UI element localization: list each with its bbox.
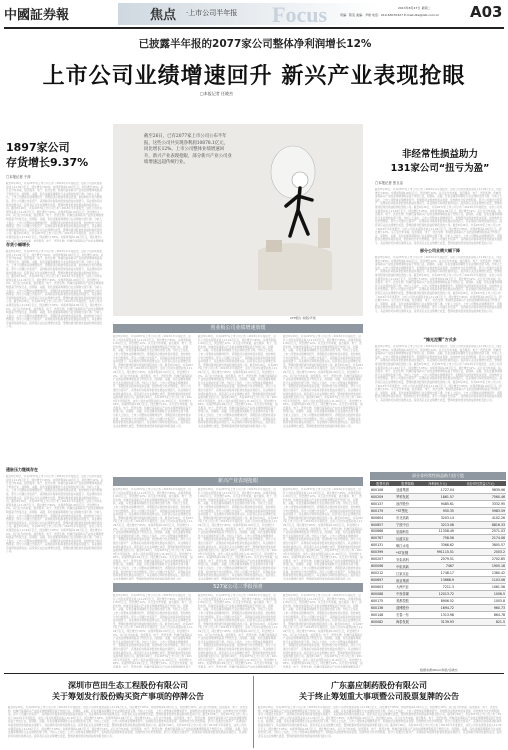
table-row bbox=[370, 590, 506, 597]
table-cell: 海泰发展 bbox=[395, 618, 420, 625]
announcement-title[interactable] bbox=[8, 680, 248, 702]
section-title: 焦点 bbox=[150, 8, 177, 23]
announcement-rule bbox=[4, 673, 504, 674]
table-cell: 3366.62 bbox=[420, 542, 455, 549]
table-cell: 600179 bbox=[370, 507, 395, 514]
table-cell: 600136 bbox=[370, 604, 395, 611]
table-row bbox=[370, 570, 506, 577]
table-cell: 1380.42 bbox=[455, 570, 506, 577]
table-row bbox=[370, 535, 506, 542]
section-subtitle: ·上市公司半年报 bbox=[186, 9, 238, 17]
table-row bbox=[370, 542, 506, 549]
table-cell: 991115.51 bbox=[420, 549, 455, 556]
table-row bbox=[370, 563, 506, 570]
table-cell: *ST黑化 bbox=[395, 507, 420, 514]
announcement-body: 截至8月26日，共有2077家上市公司公布了2013年半年度报告，这些公司共实现营业收入11.29万亿元，同比增长7.65%；实现净利润1.09万亿元，同比增长12%。从行业分布来看，信息服务、电子、医药生物、机械设备等新兴产业的业绩增速明显高于传统行业，而钢铁、采掘、有色金属等周期性行业业绩则出现下滑。分析人士指出，上市公司整体业绩增速回升，表明经济企稳迹象逐步显现，但结构性分化仍然明显。部分公司通过出售资产、获得政府补贴等非经常性损益实现扭亏，其业绩的可持续性值得关注。投资者应关注业绩增长质量，警惕依靠非经常性损益粉饰报表的公司。截至8月26日，共有2077家上市公司公布了2013年半年度报告，这些公司共实现营业收入11.29万亿元，同比增长7.65%；实现净利润1.09万亿元，同比增长12%。从行业分布来看，信息服务、电子、医药生物、机械设备等新兴产业的业绩增速明显高于传统行业，而钢铁、采掘、有色金属等周期性行业业绩则出现下滑。分析人士指出，上市公司整体业绩增速回升，表明经济企稳迹象逐步显现，但结构性分化仍然明显。部分公司通过出售资产、获得政府补贴等非经常性损益实现扭亏，其业绩的可持续性值得关注。投资者应关注业绩增长质量，警惕依靠非经常性损益粉饰报表的公司。截至8月26日，共有2077家上市公司公布了2013年半年度报告，这些公司共实现营业收入11.29万亿元，同比增长7.65%；实现净利润1.09万亿元，同比增长12%。从行业分布来看，信息服务、电子、医药生物、机械设备等新兴产业的业绩增速明显高于传统行业，而钢铁、采掘、有色金属等周期性行业业绩则出现下滑。分析人士指出，上市公司整体业绩增速回升，表明经济企稳迹象逐步显现，但结构性分化仍然明显。部分公司通过出售资产、获得政府补贴等非经常性损益实现扭亏，其业绩的可持续性值得关注。投资者应关注业绩增长质量，警惕依靠非经常性损益粉饰报表的公司。 bbox=[258, 706, 502, 738]
left-story-body: 截至8月26日，共有2077家上市公司公布了2013年半年度报告，这些公司共实现营业收入11.29万亿元，同比增长7.65%；实现净利润1.09万亿元，同比增长12%。从行业分布来看，信息服务、电子、医药生物、机械设备等新兴产业的业绩增速明显高于传统行业，而钢铁、采掘、有色金属等周期性行业业绩则出现下滑。分析人士指出，上市公司整体业绩增速回升，表明经济企稳迹象逐步显现，但结构性分化仍然明显。部分公司通过出售资产、获得政府补贴等非经常性损益实现扭亏，其业绩的可持续性值得关注。投资者应关注业绩增长质量，警惕依靠非经常性损益粉饰报表的公司。截至8月26日，共有2077家上市公司公布了2013年半年度报告，这些公司共实现营业收入11.29万亿元，同比增长7.65%；实现净利润1.09万亿元，同比增长12%。从行业分布来看，信息服务、电子、医药生物、机械设备等新兴产业的业绩增速明显高于传统行业，而钢铁、采掘、有色金属等周期性行业业绩则出现下滑。分析人士指出，上市公司整体业绩增速回升，表明经济企稳迹象逐步显现，但结构性分化仍然明显。部分公司通过出售资产、获得政府补贴等非经常性损益实现扭亏，其业绩的可持续性值得关注。投资者应关注业绩增长质量，警惕依靠非经常性损益粉饰报表的公司。截至8月26日，共有2077家上市公司公布了2013年半年度报告，这些公司共实现营业收入11.29万亿元，同比增长7.65%；实现净利润1.09万亿元，同比增长12%。从行业分布来看，信息服务、电子、医药生物、机械设备等新兴产业的业绩增速明显高于传统行业，而钢铁、采掘、有色金属等周期性行业业绩则出现下滑。分析人士指出，上市公司整体业绩增速回升，表明经济企稳迹象逐步显现，但结构性分化仍然明显。部分公司通过出售资产、获得政府补贴等非经常性损益实现扭亏，其业绩的可持续性值得关注。投资者应关注业绩增长质量，警惕依靠非经常性损益粉饰报表的公司。 bbox=[6, 250, 104, 329]
table-cell: 2003.2 bbox=[455, 549, 506, 556]
center-story-body: 截至8月26日，共有2077家上市公司公布了2013年半年度报告，这些公司共实现营业收入11.29万亿元，同比增长7.65%；实现净利润1.09万亿元，同比增长12%。从行业分布来看，信息服务、电子、医药生物、机械设备等新兴产业的业绩增速明显高于传统行业，而钢铁、采掘、有色金属等周期性行业业绩则出现下滑。分析人士指出，上市公司整体业绩增速回升，表明经济企稳迹象逐步显现，但结构性分化仍然明显。部分公司通过出售资产、获得政府补贴等非经常性损益实现扭亏，其业绩的可持续性值得关注。投资者应关注业绩增长质量，警惕依靠非经常性损益粉饰报表的公司。截至8月26日，共有2077家上市公司公布了2013年半年度报告，这些公司共实现营业收入11.29万亿元，同比增长7.65%；实现净利润1.09万亿元，同比增长12%。从行业分布来看，信息服务、电子、医药生物、机械设备等新兴产业的业绩增速明显高于传统行业，而钢铁、采掘、有色金属等周期性行业业绩则出现下滑。分析人士指出，上市公司整体业绩增速回升，表明经济企稳迹象逐步显现，但结构性分化仍然明显。部分公司通过出售资产、获得政府补贴等非经常性损益实现扭亏，其业绩的可持续性值得关注。投资者应关注业绩增长质量，警惕依靠非经常性损益粉饰报表的公司。截至8月26日，共有2077家上市公司公布了2013年半年度报告，这些公司共实现营业收入11.29万亿元，同比增长7.65%；实现净利润1.09万亿元，同比增长12%。从行业分布来看，信息服务、电子、医药生物、机械设备等新兴产业的业绩增速明显高于传统行业，而钢铁、采掘、有色金属等周期性行业业绩则出现下滑。分析人士指出，上市公司整体业绩增速回升，表明经济企稳迹象逐步显现，但结构性分化仍然明显。部分公司通过出售资产、获得政府补贴等非经常性损益实现扭亏，其业绩的可持续性值得关注。投资者应关注业绩增长质量，警惕依靠非经常性损益粉饰报表的公司。 bbox=[113, 488, 193, 580]
announcement-subject: 关于终止筹划重大事项暨公司股票复牌的公告 bbox=[299, 692, 459, 701]
table-cell: 7560.46 bbox=[455, 493, 506, 500]
table-row bbox=[370, 500, 506, 507]
table-cell: 长春一东 bbox=[395, 611, 420, 618]
table-cell: 600207 bbox=[370, 556, 395, 563]
table-cell: 600175 bbox=[370, 597, 395, 604]
table-cell: 1861.57 bbox=[420, 493, 455, 500]
table-source: 数据来源/Wind 制表/任晓杰 bbox=[420, 668, 458, 672]
center-story-body: 截至8月26日，共有2077家上市公司公布了2013年半年度报告，这些公司共实现营业收入11.29万亿元，同比增长7.65%；实现净利润1.09万亿元，同比增长12%。从行业分布来看，信息服务、电子、医药生物、机械设备等新兴产业的业绩增速明显高于传统行业，而钢铁、采掘、有色金属等周期性行业业绩则出现下滑。分析人士指出，上市公司整体业绩增速回升，表明经济企稳迹象逐步显现，但结构性分化仍然明显。部分公司通过出售资产、获得政府补贴等非经常性损益实现扭亏，其业绩的可持续性值得关注。投资者应关注业绩增长质量，警惕依靠非经常性损益粉饰报表的公司。截至8月26日，共有2077家上市公司公布了2013年半年度报告，这些公司共实现营业收入11.29万亿元，同比增长7.65%；实现净利润1.09万亿元，同比增长12%。从行业分布来看，信息服务、电子、医药生物、机械设备等新兴产业的业绩增速明显高于传统行业，而钢铁、采掘、有色金属等周期性行业业绩则出现下滑。分析人士指出，上市公司整体业绩增速回升，表明经济企稳迹象逐步显现，但结构性分化仍然明显。部分公司通过出售资产、获得政府补贴等非经常性损益实现扭亏，其业绩的可持续性值得关注。投资者应关注业绩增长质量，警惕依靠非经常性损益粉饰报表的公司。截至8月26日，共有2077家上市公司公布了2013年半年度报告，这些公司共实现营业收入11.29万亿元，同比增长7.65%；实现净利润1.09万亿元，同比增长12%。从行业分布来看，信息服务、电子、医药生物、机械设备等新兴产业的业绩增速明显高于传统行业，而钢铁、采掘、有色金属等周期性行业业绩则出现下滑。分析人士指出，上市公司整体业绩增速回升，表明经济企稳迹象逐步显现，但结构性分化仍然明显。部分公司通过出售资产、获得政府补贴等非经常性损益实现扭亏，其业绩的可持续性值得关注。投资者应关注业绩增长质量，警惕依靠非经常性损益粉饰报表的公司。 bbox=[198, 488, 278, 580]
table-cell: 600767 bbox=[370, 535, 395, 542]
table-cell: 600108 bbox=[370, 486, 395, 493]
table-cell: 9485.61 bbox=[420, 500, 455, 507]
left-story-body: 截至8月26日，共有2077家上市公司公布了2013年半年度报告，这些公司共实现营业收入11.29万亿元，同比增长7.65%；实现净利润1.09万亿元，同比增长12%。从行业分布来看，信息服务、电子、医药生物、机械设备等新兴产业的业绩增速明显高于传统行业，而钢铁、采掘、有色金属等周期性行业业绩则出现下滑。分析人士指出，上市公司整体业绩增速回升，表明经济企稳迹象逐步显现，但结构性分化仍然明显。部分公司通过出售资产、获得政府补贴等非经常性损益实现扭亏，其业绩的可持续性值得关注。投资者应关注业绩增长质量，警惕依靠非经常性损益粉饰报表的公司。截至8月26日，共有2077家上市公司公布了2013年半年度报告，这些公司共实现营业收入11.29万亿元，同比增长7.65%；实现净利润1.09万亿元，同比增长12%。从行业分布来看，信息服务、电子、医药生物、机械设备等新兴产业的业绩增速明显高于传统行业，而钢铁、采掘、有色金属等周期性行业业绩则出现下滑。分析人士指出，上市公司整体业绩增速回升，表明经济企稳迹象逐步显现，但结构性分化仍然明显。部分公司通过出售资产、获得政府补贴等非经常性损益实现扭亏，其业绩的可持续性值得关注。投资者应关注业绩增长质量，警惕依靠非经常性损益粉饰报表的公司。截至8月26日，共有2077家上市公司公布了2013年半年度报告，这些公司共实现营业收入11.29万亿元，同比增长7.65%；实现净利润1.09万亿元，同比增长12%。从行业分布来看，信息服务、电子、医药生物、机械设备等新兴产业的业绩增速明显高于传统行业，而钢铁、采掘、有色金属等周期性行业业绩则出现下滑。分析人士指出，上市公司整体业绩增速回升，表明经济企稳迹象逐步显现，但结构性分化仍然明显。部分公司通过出售资产、获得政府补贴等非经常性损益实现扭亏，其业绩的可持续性值得关注。投资者应关注业绩增长质量，警惕依靠非经常性损益粉饰报表的公司。 bbox=[6, 475, 104, 554]
table-header-cell: 非经常性损益(万元) bbox=[455, 481, 506, 486]
table-cell: 3203.14 bbox=[420, 514, 455, 521]
table-row bbox=[370, 507, 506, 514]
image-credit: CFP图片 制图/尹建 bbox=[290, 316, 316, 320]
table-cell: 600866 bbox=[370, 528, 395, 535]
table-cell: 864.78 bbox=[455, 611, 506, 618]
table-cell: 3213.08 bbox=[420, 521, 455, 528]
table-cell: 7467 bbox=[420, 563, 455, 570]
table-cell: 江泉实业 bbox=[395, 570, 420, 577]
table-cell: 13668.9 bbox=[420, 577, 455, 584]
stock-table bbox=[370, 481, 506, 626]
right-headline-line1: 非经常性损益助力 bbox=[401, 149, 478, 160]
table-cell: 600603 bbox=[370, 584, 395, 591]
table-cell: 2571.03 bbox=[455, 528, 506, 535]
table-cell: 600604 bbox=[370, 514, 395, 521]
center-story-body: 截至8月26日，共有2077家上市公司公布了2013年半年度报告，这些公司共实现营业收入11.29万亿元，同比增长7.65%；实现净利润1.09万亿元，同比增长12%。从行业分布来看，信息服务、电子、医药生物、机械设备等新兴产业的业绩增速明显高于传统行业，而钢铁、采掘、有色金属等周期性行业业绩则出现下滑。分析人士指出，上市公司整体业绩增速回升，表明经济企稳迹象逐步显现，但结构性分化仍然明显。部分公司通过出售资产、获得政府补贴等非经常性损益实现扭亏，其业绩的可持续性值得关注。投资者应关注业绩增长质量，警惕依靠非经常性损益粉饰报表的公司。截至8月26日，共有2077家上市公司公布了2013年半年度报告，这些公司共实现营业收入11.29万亿元，同比增长7.65%；实现净利润1.09万亿元，同比增长12%。从行业分布来看，信息服务、电子、医药生物、机械设备等新兴产业的业绩增速明显高于传统行业，而钢铁、采掘、有色金属等周期性行业业绩则出现下滑。分析人士指出，上市公司整体业绩增速回升，表明经济企稳迹象逐步显现，但结构性分化仍然明显。部分公司通过出售资产、获得政府补贴等非经常性损益实现扭亏，其业绩的可持续性值得关注。投资者应关注业绩增长质量，警惕依靠非经常性损益粉饰报表的公司。截至8月26日，共有2077家上市公司公布了2013年半年度报告，这些公司共实现营业收入11.29万亿元，同比增长7.65%；实现净利润1.09万亿元，同比增长12%。从行业分布来看，信息服务、电子、医药生物、机械设备等新兴产业的业绩增速明显高于传统行业，而钢铁、采掘、有色金属等周期性行业业绩则出现下滑。分析人士指出，上市公司整体业绩增速回升，表明经济企稳迹象逐步显现，但结构性分化仍然明显。部分公司通过出售资产、获得政府补贴等非经常性损益实现扭亏，其业绩的可持续性值得关注。投资者应关注业绩增长质量，警惕依靠非经常性损益粉饰报表的公司。 bbox=[198, 335, 278, 428]
table-cell: 1006.5 bbox=[455, 590, 506, 597]
left-story-subhead: 通胀压力继续存在 bbox=[6, 467, 38, 472]
announcement-divider bbox=[253, 676, 254, 748]
table-cell: 道博股份 bbox=[395, 604, 420, 611]
center-story-body: 截至8月26日，共有2077家上市公司公布了2013年半年度报告，这些公司共实现营业收入11.29万亿元，同比增长7.65%；实现净利润1.09万亿元，同比增长12%。从行业分布来看，信息服务、电子、医药生物、机械设备等新兴产业的业绩增速明显高于传统行业，而钢铁、采掘、有色金属等周期性行业业绩则出现下滑。分析人士指出，上市公司整体业绩增速回升，表明经济企稳迹象逐步显现，但结构性分化仍然明显。部分公司通过出售资产、获得政府补贴等非经常性损益实现扭亏，其业绩的可持续性值得关注。投资者应关注业绩增长质量，警惕依靠非经常性损益粉饰报表的公司。截至8月26日，共有2077家上市公司公布了2013年半年度报告，这些公司共实现营业收入11.29万亿元，同比增长7.65%；实现净利润1.09万亿元，同比增长12%。从行业分布来看，信息服务、电子、医药生物、机械设备等新兴产业的业绩增速明显高于传统行业，而钢铁、采掘、有色金属等周期性行业业绩则出现下滑。分析人士指出，上市公司整体业绩增速回升，表明经济企稳迹象逐步显现，但结构性分化仍然明显。部分公司通过出售资产、获得政府补贴等非经常性损益实现扭亏，其业绩的可持续性值得关注。投资者应关注业绩增长质量，警惕依靠非经常性损益粉饰报表的公司。截至8月26日，共有2077家上市公司公布了2013年半年度报告，这些公司共实现营业收入11.29万亿元，同比增长7.65%；实现净利润1.09万亿元，同比增长12%。从行业分布来看，信息服务、电子、医药生物、机械设备等新兴产业的业绩增速明显高于传统行业，而钢铁、采掘、有色金属等周期性行业业绩则出现下滑。分析人士指出，上市公司整体业绩增速回升，表明经济企稳迹象逐步显现，但结构性分化仍然明显。部分公司通过出售资产、获得政府补贴等非经常性损益实现扭亏，其业绩的可持续性值得关注。投资者应关注业绩增长质量，警惕依靠非经常性损益粉饰报表的公司。 bbox=[283, 335, 363, 428]
editor-info: 责编：陈莹 美编：尹建 电话：010-63070327 E-mail:zbs@zzb.com.cn bbox=[340, 13, 440, 17]
table-header-cell: 股票代码 bbox=[370, 481, 395, 486]
table-row bbox=[370, 493, 506, 500]
table-row bbox=[370, 611, 506, 618]
table-cell: 5983.59 bbox=[455, 507, 506, 514]
table-cell: 1905.16 bbox=[455, 563, 506, 570]
left-headline-line1: 1897家公司 bbox=[6, 141, 70, 154]
table-cell: 7211.3 bbox=[420, 584, 455, 591]
right-story-subhead: 部分公司业绩大幅下降 bbox=[420, 248, 460, 253]
table-row bbox=[370, 577, 506, 584]
left-headline-line2: 存货增长9.37% bbox=[6, 156, 89, 169]
table-cell: 600096 bbox=[370, 563, 395, 570]
table-cell: 821.5 bbox=[455, 618, 506, 625]
table-cell: 4102.26 bbox=[455, 514, 506, 521]
table-row bbox=[370, 514, 506, 521]
center-story-body: 截至8月26日，共有2077家上市公司公布了2013年半年度报告，这些公司共实现营业收入11.29万亿元，同比增长7.65%；实现净利润1.09万亿元，同比增长12%。从行业分布来看，信息服务、电子、医药生物、机械设备等新兴产业的业绩增速明显高于传统行业，而钢铁、采掘、有色金属等周期性行业业绩则出现下滑。分析人士指出，上市公司整体业绩增速回升，表明经济企稳迹象逐步显现，但结构性分化仍然明显。部分公司通过出售资产、获得政府补贴等非经常性损益实现扭亏，其业绩的可持续性值得关注。投资者应关注业绩增长质量，警惕依靠非经常性损益粉饰报表的公司。截至8月26日，共有2077家上市公司公布了2013年半年度报告，这些公司共实现营业收入11.29万亿元，同比增长7.65%；实现净利润1.09万亿元，同比增长12%。从行业分布来看，信息服务、电子、医药生物、机械设备等新兴产业的业绩增速明显高于传统行业，而钢铁、采掘、有色金属等周期性行业业绩则出现下滑。分析人士指出，上市公司整体业绩增速回升，表明经济企稳迹象逐步显现，但结构性分化仍然明显。部分公司通过出售资产、获得政府补贴等非经常性损益实现扭亏，其业绩的可持续性值得关注。投资者应关注业绩增长质量，警惕依靠非经常性损益粉饰报表的公司。截至8月26日，共有2077家上市公司公布了2013年半年度报告，这些公司共实现营业收入11.29万亿元，同比增长7.65%；实现净利润1.09万亿元，同比增长12%。从行业分布来看，信息服务、电子、医药生物、机械设备等新兴产业的业绩增速明显高于 bbox=[283, 594, 363, 668]
table-cell: 600857 bbox=[370, 521, 395, 528]
table-cell: 9839.96 bbox=[455, 486, 506, 493]
table-cell: 2702.85 bbox=[455, 556, 506, 563]
table-cell: 8816.33 bbox=[455, 521, 506, 528]
table-cell: 600399 bbox=[370, 549, 395, 556]
table-row bbox=[370, 549, 506, 556]
table-cell: 运盛实业 bbox=[395, 535, 420, 542]
table-cell: 600082 bbox=[370, 618, 395, 625]
right-story-body: 截至8月26日，共有2077家上市公司公布了2013年半年度报告，这些公司共实现营业收入11.29万亿元，同比增长7.65%；实现净利润1.09万亿元，同比增长12%。从行业分布来看，信息服务、电子、医药生物、机械设备等新兴产业的业绩增速明显高于传统行业，而钢铁、采掘、有色金属等周期性行业业绩则出现下滑。分析人士指出，上市公司整体业绩增速回升，表明经济企稳迹象逐步显现，但结构性分化仍然明显。部分公司通过出售资产、获得政府补贴等非经常性损益实现扭亏，其业绩的可持续性值得关注。投资者应关注业绩增长质量，警惕依靠非经常性损益粉饰报表的公司。截至8月26日，共有2077家上市公司公布了2013年半年度报告，这些公司共实现营业收入11.29万亿元，同比增长7.65%；实现净利润1.09万亿元，同比增长12%。从行业分布来看，信息服务、电子、医药生物、机械设备等新兴产业的业绩增速明显高于传统行业，而钢铁、采掘、有色金属等周期性行业业绩则出现下滑。分析人士指出，上市公司整体业绩增速回升，表明经济企稳迹象逐步显现，但结构性分化仍然明显。部分公司通过出售资产、获得政府补贴等非经常性损益实现扭亏，其业绩的可持续性值得关注。投资者应关注业绩增长质量，警惕依靠非经常性损益粉饰报表的公司。截至8月26日，共有2077家上市公司公布了2013年半年度报告，这些公司共实现营业收入11.29万亿元，同比增长7.65%；实现净利润1.09万亿元，同比增长12%。从行业分布来看，信息服务、电子、医药生物、机械设备等新兴产业的业绩增速明显高于传统行业，而钢铁、采掘、有色金属等周期性行业业绩则出现下滑。分析人士指出，上市公司整体业绩增速回升，表明经济企稳迹象逐步显现，但结构性分化仍然明显。部分公司通过出售资产、获得政府补贴等非经常性损益实现扭亏，其业绩的可持续性值得关注。投资者应关注业绩增长质量，警惕依靠非经常性损益粉饰报表的公司。 bbox=[375, 345, 503, 402]
left-story-headline[interactable] bbox=[6, 140, 88, 170]
lead-kicker: 已披露半年报的2077家公司整体净利润增长12% bbox=[138, 38, 372, 50]
table-cell: 600088 bbox=[370, 590, 395, 597]
lead-byline: □本报记者 任晓杰 bbox=[200, 91, 234, 96]
table-cell: 1727.04 bbox=[420, 486, 455, 493]
table-cell: 美都控股 bbox=[395, 597, 420, 604]
table-cell: 3139.93 bbox=[420, 618, 455, 625]
feature-quote: 截至26日，已有2077家上市公司公布半年报，这些公司共实现净利润10878.1亿元，同比增长12%。上市公司整体业绩增速回升，新兴产业表现抢眼，部分新兴产业公司业绩增速远超传统行业。 bbox=[144, 134, 232, 166]
table-header-cell: 股票简称 bbox=[395, 481, 420, 486]
table-cell: 600131 bbox=[370, 542, 395, 549]
left-story-body: 截至8月26日，共有2077家上市公司公布了2013年半年度报告，这些公司共实现营业收入11.29万亿元，同比增长7.65%；实现净利润1.09万亿元，同比增长12%。从行业分布来看，信息服务、电子、医药生物、机械设备等新兴产业的业绩增速明显高于传统行业，而钢铁、采掘、有色金属等周期性行业业绩则出现下滑。分析人士指出，上市公司整体业绩增速回升，表明经济企稳迹象逐步显现，但结构性分化仍然明显。部分公司通过出售资产、获得政府补贴等非经常性损益实现扭亏，其业绩的可持续性值得关注。投资者应关注业绩增长质量，警惕依靠非经常性损益粉饰报表的公司。截至8月26日，共有2077家上市公司公布了2013年半年度报告，这些公司共实现营业收入11.29万亿元，同比增长7.65%；实现净利润1.09万亿元，同比增长12%。从行业分布来看，信息服务、电子、医药生物、机械设备等新兴产业的业绩增速明显高于传统行业，而钢铁、采掘、有色金属等周期性行业业绩则出现下滑。分析人士指出，上市公司整体业绩增速回升，表明经济企稳迹象逐步显现，但结构性分化仍然明显。部分公司通过出售资产、获得政府补贴等非经常性损益实现扭亏，其业绩的可持续性值得关注。投资者应关注业绩增长质量，警惕依靠非经常性损益粉饰报表的公司。截至8月26日，共有2077家上市公司公布了2013年半年度报告，这些公司共实现营业收入11.29万亿元，同比增长7.65%；实现净利润1.09万亿元，同比增长12%。从行业分布来看，信息服务、电子、医药生物、机械设备等新兴产业的业绩增速 bbox=[6, 182, 104, 242]
table-row bbox=[370, 618, 506, 625]
right-story-body: 截至8月26日，共有2077家上市公司公布了2013年半年度报告，这些公司共实现营业收入11.29万亿元，同比增长7.65%；实现净利润1.09万亿元，同比增长12%。从行业分布来看，信息服务、电子、医药生物、机械设备等新兴产业的业绩增速明显高于传统行业，而钢铁、采掘、有色金属等周期性行业业绩则出现下滑。分析人士指出，上市公司整体业绩增速回升，表明经济企稳迹象逐步显现，但结构性分化仍然明显。部分公司通过出售资产、获得政府补贴等非经常性损益实现扭亏，其业绩的可持续性值得关注。投资者应关注业绩增长质量，警惕依靠非经常性损益粉饰报表的公司。截至8月26日，共有2077家上市公司公布了2013年半年度报告，这些公司共实现营业收入11.29万亿元，同比增长7.65%；实现净利润1.09万亿元，同比增长12%。从行业分布来看，信息服务、电子、医药生物、机械设备等新兴产业的业绩增速明显高于传统行业，而钢铁、采掘、有色金属等周期性行业业绩则出现下滑。分析人士指出，上市公司整体业绩增速回升，表明经济企稳迹象逐步显现，但结构性分化仍然明显。部分公司通过出售资产、获得政府补贴等非经常性损益实现扭亏，其业绩的可持续性值得关注。投资者应关注业绩增长质量，警惕依靠非经常性损益粉饰报表的公司。截至8月26日，共有2077家上市公司公布了2013年半年度报告，这些公司共实现营业收入11.29万亿元，同比增长7.65%；实现净利润1.09万亿元，同比增长12%。从行业分布来看，信息服务、电子、医药生物、机械设备等新兴产业的业绩增速明显高于传统行业，而钢铁、采掘、有色金属等周期性行业业绩则出现下滑。分析人士指出，上市公司整体业绩增速回升，表明经济企稳迹象逐步显现，但结构性分化仍然明显。部分公司通过出售资产、获得政府补贴等非经常性损益实现扭亏，其业绩的可持续性值得关注。投资者应关注业绩增长质量，警惕依靠非经常性损益粉饰报表的公司。 bbox=[375, 256, 503, 313]
table-cell: 安彩高科 bbox=[395, 556, 420, 563]
table-cell: 960.73 bbox=[455, 604, 506, 611]
announcement-subject: 关于筹划发行股份购买资产事项的停牌公告 bbox=[52, 692, 204, 701]
table-cell: 3332.95 bbox=[455, 500, 506, 507]
right-story-subhead: “摊光泥蟹”方式多 bbox=[423, 337, 457, 342]
table-cell: 11358.49 bbox=[420, 528, 455, 535]
table-header-cell: 净利润(万元) bbox=[420, 481, 455, 486]
center-section-bar: 527家公司三季报预喜 bbox=[113, 583, 363, 592]
table-cell: 岷江水电 bbox=[395, 542, 420, 549]
table-cell: 3805.57 bbox=[455, 542, 506, 549]
table-cell: 市北高新 bbox=[395, 514, 420, 521]
center-story-body: 截至8月26日，共有2077家上市公司公布了2013年半年度报告，这些公司共实现营业收入11.29万亿元，同比增长7.65%；实现净利润1.09万亿元，同比增长12%。从行业分布来看，信息服务、电子、医药生物、机械设备等新兴产业的业绩增速明显高于传统行业，而钢铁、采掘、有色金属等周期性行业业绩则出现下滑。分析人士指出，上市公司整体业绩增速回升，表明经济企稳迹象逐步显现，但结构性分化仍然明显。部分公司通过出售资产、获得政府补贴等非经常性损益实现扭亏，其业绩的可持续性值得关注。投资者应关注业绩增长质量，警惕依靠非经常性损益粉饰报表的公司。截至8月26日，共有2077家上市公司公布了2013年半年度报告，这些公司共实现营业收入11.29万亿元，同比增长7.65%；实现净利润1.09万亿元，同比增长12%。从行业分布来看，信息服务、电子、医药生物、机械设备等新兴产业的业绩增速明显高于传统行业，而钢铁、采掘、有色金属等周期性行业业绩则出现下滑。分析人士指出，上市公司整体业绩增速回升，表明经济企稳迹象逐步显现，但结构性分化仍然明显。部分公司通过出售资产、获得政府补贴等非经常性损益实现扭亏，其业绩的可持续性值得关注。投资者应关注业绩增长质量，警惕依靠非经常性损益粉饰报表的公司。截至8月26日，共有2077家上市公司公布了2013年半年度报告，这些公司共实现营业收入11.29万亿元，同比增长7.65%；实现净利润1.09万亿元，同比增长12%。从行业分布来看，信息服务、电子、医药生物、机械设备等新兴产业的业绩增速明显高于传统行业，而钢铁、采掘、有色金属等周期性行业业绩则出现下滑。分析人士指出，上市公司整体业绩增速回升，表明经济企稳迹象逐步显现，但结构性分化仍然明显。部分公司通过出售资产、获得政府补贴等非经常性损益实现扭亏，其业绩的可持续性值得关注。投资者应关注业绩增长质量，警惕依靠非经常性损益粉饰报表的公司。 bbox=[283, 488, 363, 580]
announcement-company: 广东嘉应制药股份有限公司 bbox=[331, 681, 427, 690]
table-cell: 大洲兴业 bbox=[395, 584, 420, 591]
table-row bbox=[370, 556, 506, 563]
table-cell: 中炬高新 bbox=[395, 563, 420, 570]
table-cell: 1313.98 bbox=[420, 611, 455, 618]
table-row bbox=[370, 604, 506, 611]
table-title: 部分非经常性损益助力扭亏股 bbox=[370, 472, 506, 480]
art-figure-illustration bbox=[248, 140, 338, 290]
center-section-bar: 创业板公司业绩增速放缓 bbox=[113, 324, 363, 333]
announcement-title[interactable] bbox=[256, 680, 502, 702]
table-cell: 600137 bbox=[370, 500, 395, 507]
right-story-byline: □本报记者 张玉洁 bbox=[375, 181, 404, 185]
table-cell: 600209 bbox=[370, 493, 395, 500]
lead-headline: 上市公司业绩增速回升 新兴产业表现抢眼 bbox=[42, 64, 466, 89]
center-story-body: 截至8月26日，共有2077家上市公司公布了2013年半年度报告，这些公司共实现营业收入11.29万亿元，同比增长7.65%；实现净利润1.09万亿元，同比增长12%。从行业分布来看，信息服务、电子、医药生物、机械设备等新兴产业的业绩增速明显高于传统行业，而钢铁、采掘、有色金属等周期性行业业绩则出现下滑。分析人士指出，上市公司整体业绩增速回升，表明经济企稳迹象逐步显现，但结构性分化仍然明显。部分公司通过出售资产、获得政府补贴等非经常性损益实现扭亏，其业绩的可持续性值得关注。投资者应关注业绩增长质量，警惕依靠非经常性损益粉饰报表的公司。截至8月26日，共有2077家上市公司公布了2013年半年度报告，这些公司共实现营业收入11.29万亿元，同比增长7.65%；实现净利润1.09万亿元，同比增长12%。从行业分布来看，信息服务、电子、医药生物、机械设备等新兴产业的业绩增速明显高于传统行业，而钢铁、采掘、有色金属等周期性行业业绩则出现下滑。分析人士指出，上市公司整体业绩增速回升，表明经济企稳迹象逐步显现，但结构性分化仍然明显。部分公司通过出售资产、获得政府补贴等非经常性损益实现扭亏，其业绩的可持续性值得关注。投资者应关注业绩增长质量，警惕依靠非经常性损益粉饰报表的公司。截至8月26日，共有2077家上市公司公布了2013年半年度报告，这些公司共实现营业收入11.29万亿元，同比增长7.65%；实现净利润1.09万亿元，同比增长12%。从行业分布来看，信息服务、电子、医药生物、机械设备等新兴产业的业绩增速明显高于 bbox=[113, 594, 193, 668]
table-cell: 1003.8 bbox=[455, 597, 506, 604]
table-row bbox=[370, 521, 506, 528]
right-story-headline[interactable] bbox=[375, 148, 505, 176]
table-cell: 950.35 bbox=[420, 507, 455, 514]
header-rule bbox=[4, 27, 504, 29]
table-cell: 1748.17 bbox=[420, 570, 455, 577]
table-row bbox=[370, 597, 506, 604]
table-cell: 600148 bbox=[370, 611, 395, 618]
table-cell: 600212 bbox=[370, 570, 395, 577]
table-cell: 2079.51 bbox=[420, 556, 455, 563]
announcement-body: 截至8月26日，共有2077家上市公司公布了2013年半年度报告，这些公司共实现营业收入11.29万亿元，同比增长7.65%；实现净利润1.09万亿元，同比增长12%。从行业分布来看，信息服务、电子、医药生物、机械设备等新兴产业的业绩增速明显高于传统行业，而钢铁、采掘、有色金属等周期性行业业绩则出现下滑。分析人士指出，上市公司整体业绩增速回升，表明经济企稳迹象逐步显现，但结构性分化仍然明显。部分公司通过出售资产、获得政府补贴等非经常性损益实现扭亏，其业绩的可持续性值得关注。投资者应关注业绩增长质量，警惕依靠非经常性损益粉饰报表的公司。截至8月26日，共有2077家上市公司公布了2013年半年度报告，这些公司共实现营业收入11.29万亿元，同比增长7.65%；实现净利润1.09万亿元，同比增长12%。从行业分布来看，信息服务、电子、医药生物、机械设备等新兴产业的业绩增速明显高于传统行业，而钢铁、采掘、有色金属等周期性行业业绩则出现下滑。分析人士指出，上市公司整体业绩增速回升，表明经济企稳迹象逐步显现，但结构性分化仍然明显。部分公司通过出售资产、获得政府补贴等非经常性损益实现扭亏，其业绩的可持续性值得关注。投资者应关注业绩增长质量，警惕依靠非经常性损益粉饰报表的公司。截至8月26日，共有2077家上市公司公布了2013年半年度报告，这些公司共实现营业收入11.29万亿元，同比增长7.65%；实现净利润1.09万亿元，同比增长12%。从行业分布来看，信息服务、电子、医药生物、机械设备等新兴产业的业绩增速明显高于传统行业，而钢铁、采掘、有色金属等周期性行业业绩则出现下滑。分析人士指出，上市公司整体业绩增速回升，表明经济企稳迹象逐步显现，但结构性分化仍然明显。部分公司通过出售资产、获得政府补贴等非经常性损益实现扭亏，其业绩的可持续性值得关注。投资者应关注业绩增长质量，警惕依靠非经常性损益粉饰报表的公司。 bbox=[8, 706, 248, 738]
table-cell: 星湖科技 bbox=[395, 528, 420, 535]
table-cell: 600697 bbox=[370, 577, 395, 584]
table-row bbox=[370, 486, 506, 493]
center-section-bar: 新兴产业表现抢眼 bbox=[113, 477, 363, 486]
table-cell: 中视传媒 bbox=[395, 590, 420, 597]
table-cell: 2174.06 bbox=[455, 535, 506, 542]
table-cell: 宁波中百 bbox=[395, 521, 420, 528]
issue-date: 2013年8月27日 星期二 bbox=[398, 6, 431, 10]
right-story-body: 截至8月26日，共有2077家上市公司公布了2013年半年度报告，这些公司共实现营业收入11.29万亿元，同比增长7.65%；实现净利润1.09万亿元，同比增长12%。从行业分布来看，信息服务、电子、医药生物、机械设备等新兴产业的业绩增速明显高于传统行业，而钢铁、采掘、有色金属等周期性行业业绩则出现下滑。分析人士指出，上市公司整体业绩增速回升，表明经济企稳迹象逐步显现，但结构性分化仍然明显。部分公司通过出售资产、获得政府补贴等非经常性损益实现扭亏，其业绩的可持续性值得关注。投资者应关注业绩增长质量，警惕依靠非经常性损益粉饰报表的公司。截至8月26日，共有2077家上市公司公布了2013年半年度报告，这些公司共实现营业收入11.29万亿元，同比增长7.65%；实现净利润1.09万亿元，同比增长12%。从行业分布来看，信息服务、电子、医药生物、机械设备等新兴产业的业绩增速明显高于传统行业，而钢铁、采掘、有色金属等周期性行业业绩则出现下滑。分析人士指出，上市公司整体业绩增速回升，表明经济企稳迹象逐步显现，但结构性分化仍然明显。部分公司通过出售资产、获得政府补贴等非经常性损益实现扭亏，其业绩的可持续性值得关注。投资者应关注业绩增长质量，警惕依靠非经常性损益粉饰报表的公司。截至8月26日，共有2077家上市公司公布了2013年半年度报告，这些公司共实现营业收入11.29万亿元，同比增长7.65%；实现净利润1.09万亿元，同比增长12%。从行业分布来看，信息服务、电子、医药生物、机械设备等新兴产业的业绩增速明显高于传统行业，而钢铁、采掘、有色金属等周期性行业业绩则出现下滑。分析人士指出，上市公司整体业绩增速回升，表明经济企稳迹象逐步显现，但结构性分化仍然明显。部分公司通过出售资产、获得政府补贴等非经常性损益实现扭亏，其业绩的可持续性值得关注。投资者应关注业绩增长质量，警惕依靠非经常性损益粉饰报表的公司。 bbox=[375, 188, 503, 245]
table-cell: *ST抚钢 bbox=[395, 549, 420, 556]
table-cell: 758.56 bbox=[420, 535, 455, 542]
table-cell: 1061.56 bbox=[455, 584, 506, 591]
section-english-title: Focus bbox=[272, 2, 327, 27]
center-story-body: 截至8月26日，共有2077家上市公司公布了2013年半年度报告，这些公司共实现营业收入11.29万亿元，同比增长7.65%；实现净利润1.09万亿元，同比增长12%。从行业分布来看，信息服务、电子、医药生物、机械设备等新兴产业的业绩增速明显高于传统行业，而钢铁、采掘、有色金属等周期性行业业绩则出现下滑。分析人士指出，上市公司整体业绩增速回升，表明经济企稳迹象逐步显现，但结构性分化仍然明显。部分公司通过出售资产、获得政府补贴等非经常性损益实现扭亏，其业绩的可持续性值得关注。投资者应关注业绩增长质量，警惕依靠非经常性损益粉饰报表的公司。截至8月26日，共有2077家上市公司公布了2013年半年度报告，这些公司共实现营业收入11.29万亿元，同比增长7.65%；实现净利润1.09万亿元，同比增长12%。从行业分布来看，信息服务、电子、医药生物、机械设备等新兴产业的业绩增速明显高于传统行业，而钢铁、采掘、有色金属等周期性行业业绩则出现下滑。分析人士指出，上市公司整体业绩增速回升，表明经济企稳迹象逐步显现，但结构性分化仍然明显。部分公司通过出售资产、获得政府补贴等非经常性损益实现扭亏，其业绩的可持续性值得关注。投资者应关注业绩增长质量，警惕依靠非经常性损益粉饰报表的公司。截至8月26日，共有2077家上市公司公布了2013年半年度报告，这些公司共实现营业收入11.29万亿元，同比增长7.65%；实现净利润1.09万亿元，同比增长12%。从行业分布来看，信息服务、电子、医药生物、机械设备等新兴产业的业绩增速明显高于 bbox=[198, 594, 278, 668]
table-cell: 亚盛集团 bbox=[395, 486, 420, 493]
page-number: A03 bbox=[470, 3, 503, 21]
table-cell: 浪莎股份 bbox=[395, 500, 420, 507]
table-row bbox=[370, 528, 506, 535]
left-story-subhead: 存货小幅增长 bbox=[6, 242, 30, 247]
table-row bbox=[370, 584, 506, 591]
table-cell: 8906.52 bbox=[420, 597, 455, 604]
table-cell: 12013.72 bbox=[420, 590, 455, 597]
table-cell: 罗顿发展 bbox=[395, 493, 420, 500]
left-story-byline: □本报记者 于萍 bbox=[6, 175, 31, 179]
table-cell: 欧亚集团 bbox=[395, 577, 420, 584]
newspaper-logo: 中國証券報 bbox=[4, 8, 70, 23]
center-story-body: 截至8月26日，共有2077家上市公司公布了2013年半年度报告，这些公司共实现营业收入11.29万亿元，同比增长7.65%；实现净利润1.09万亿元，同比增长12%。从行业分布来看，信息服务、电子、医药生物、机械设备等新兴产业的业绩增速明显高于传统行业，而钢铁、采掘、有色金属等周期性行业业绩则出现下滑。分析人士指出，上市公司整体业绩增速回升，表明经济企稳迹象逐步显现，但结构性分化仍然明显。部分公司通过出售资产、获得政府补贴等非经常性损益实现扭亏，其业绩的可持续性值得关注。投资者应关注业绩增长质量，警惕依靠非经常性损益粉饰报表的公司。截至8月26日，共有2077家上市公司公布了2013年半年度报告，这些公司共实现营业收入11.29万亿元，同比增长7.65%；实现净利润1.09万亿元，同比增长12%。从行业分布来看，信息服务、电子、医药生物、机械设备等新兴产业的业绩增速明显高于传统行业，而钢铁、采掘、有色金属等周期性行业业绩则出现下滑。分析人士指出，上市公司整体业绩增速回升，表明经济企稳迹象逐步显现，但结构性分化仍然明显。部分公司通过出售资产、获得政府补贴等非经常性损益实现扭亏，其业绩的可持续性值得关注。投资者应关注业绩增长质量，警惕依靠非经常性损益粉饰报表的公司。截至8月26日，共有2077家上市公司公布了2013年半年度报告，这些公司共实现营业收入11.29万亿元，同比增长7.65%；实现净利润1.09万亿元，同比增长12%。从行业分布来看，信息服务、电子、医药生物、机械设备等新兴产业的业绩增速明显高于传统行业，而钢铁、采掘、有色金属等周期性行业业绩则出现下滑。分析人士指出，上市公司整体业绩增速回升，表明经济企稳迹象逐步显现，但结构性分化仍然明显。部分公司通过出售资产、获得政府补贴等非经常性损益实现扭亏，其业绩的可持续性值得关注。投资者应关注业绩增长质量，警惕依靠非经常性损益粉饰报表的公司。 bbox=[113, 335, 193, 428]
announcement-company: 深圳市芭田生态工程股份有限公司 bbox=[68, 681, 188, 690]
table-cell: 1694.72 bbox=[420, 604, 455, 611]
table-cell: 1103.06 bbox=[455, 577, 506, 584]
right-headline-line2: 131家公司“扭亏为盈” bbox=[390, 163, 490, 174]
